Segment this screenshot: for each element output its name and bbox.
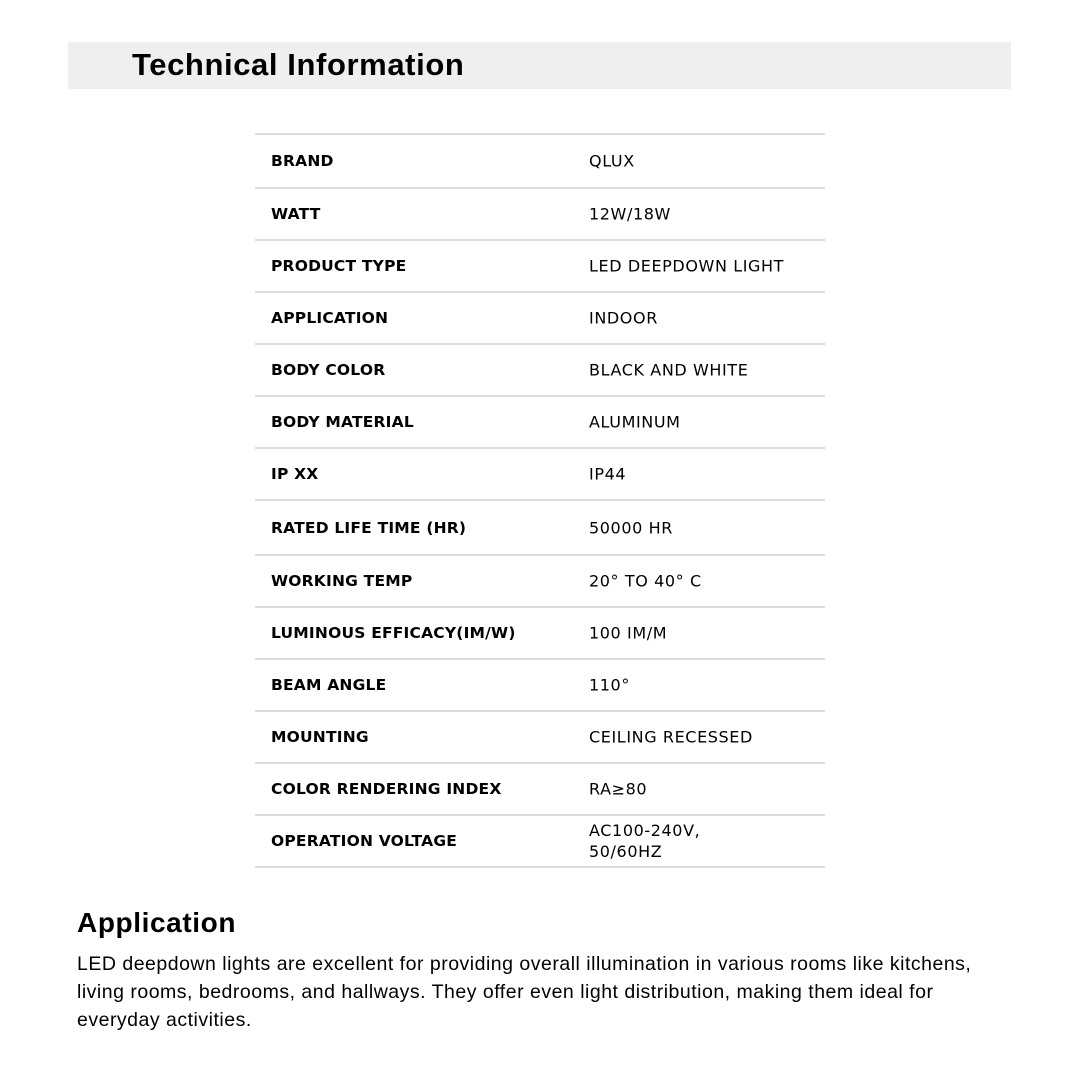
spec-label: WORKING TEMP — [271, 572, 413, 590]
spec-value: 100 IM/M — [589, 623, 668, 643]
application-description: LED deepdown lights are excellent for providing overall illumination in various rooms like kitchens, living rooms, bedrooms, and hallways. They offer even light distribution, making them ideal for everyday activities. — [77, 953, 972, 1031]
spec-label: APPLICATION — [271, 309, 389, 327]
spec-row-operation-voltage — [255, 816, 825, 868]
spec-row-beam-angle — [255, 660, 825, 712]
spec-row-body-color — [255, 345, 825, 397]
spec-value: 12W/18W — [589, 204, 671, 224]
spec-table — [255, 133, 825, 868]
spec-value: BLACK AND WHITE — [589, 360, 749, 380]
application-heading: Application — [77, 907, 237, 938]
spec-label: IP XX — [271, 465, 319, 483]
spec-row-working-temp — [255, 556, 825, 608]
spec-row-rated-life-time — [255, 501, 825, 556]
spec-row-brand — [255, 135, 825, 189]
spec-label: LUMINOUS EFFICACY(IM/W) — [271, 624, 516, 642]
spec-value: QLUX — [589, 151, 635, 171]
spec-value: CEILING RECESSED — [589, 727, 753, 747]
spec-value: 110° — [589, 675, 630, 695]
spec-label: COLOR RENDERING INDEX — [271, 780, 502, 798]
section-title: Technical Information — [132, 47, 465, 82]
spec-value: AC100-240V, 50/60HZ — [589, 821, 701, 861]
spec-row-body-material — [255, 397, 825, 449]
spec-row-product-type — [255, 241, 825, 293]
spec-value: INDOOR — [589, 308, 658, 328]
spec-label: BODY MATERIAL — [271, 413, 414, 431]
spec-value: 50000 HR — [589, 518, 673, 537]
spec-value: RA≥80 — [589, 779, 648, 799]
spec-row-color-rendering-index — [255, 764, 825, 816]
section-header-band — [68, 42, 1011, 89]
spec-label: BRAND — [271, 152, 334, 170]
spec-row-application — [255, 293, 825, 345]
spec-value: LED DEEPDOWN LIGHT — [589, 256, 785, 276]
spec-label: WATT — [271, 205, 321, 223]
spec-label: MOUNTING — [271, 728, 369, 746]
spec-row-mounting — [255, 712, 825, 764]
spec-value: 20° TO 40° C — [589, 571, 702, 591]
spec-row-watt — [255, 189, 825, 241]
spec-label: BODY COLOR — [271, 361, 386, 379]
spec-label: BEAM ANGLE — [271, 676, 387, 694]
spec-label: RATED LIFE TIME (HR) — [271, 518, 467, 537]
spec-value: IP44 — [589, 464, 627, 484]
spec-value: ALUMINUM — [589, 412, 681, 432]
spec-label: PRODUCT TYPE — [271, 257, 407, 275]
spec-label: OPERATION VOLTAGE — [271, 832, 458, 850]
spec-row-ip-rating — [255, 449, 825, 501]
spec-row-luminous-efficacy — [255, 608, 825, 660]
